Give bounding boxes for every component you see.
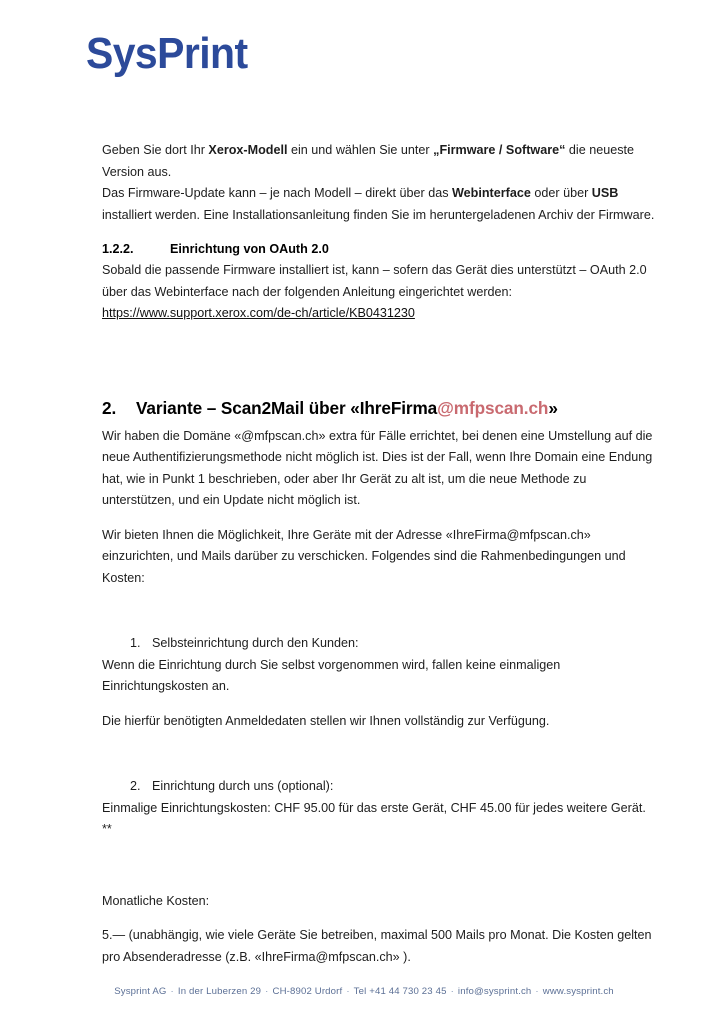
option-1-heading [102, 633, 658, 655]
spacer [102, 226, 658, 239]
intro-p2-bold-usb: USB [591, 186, 619, 200]
spacer [102, 325, 658, 383]
document-body [102, 140, 658, 968]
page-footer [0, 960, 728, 1024]
section-heading-variante-2 [102, 396, 658, 420]
spacer [102, 383, 658, 396]
monthly-costs-label: Monatliche Kosten: [102, 893, 210, 908]
subsection-body: Sobald die passende Firmware installiert ist, kann – sofern das Gerät dies unterstützt – OAuth 2.0 über das Webinterface nach der folgenden Anleitung eingerichtet werden: [102, 263, 647, 299]
footer-website[interactable]: www.sysprint.ch [542, 986, 614, 997]
footer-separator-3: · [346, 986, 350, 997]
spacer [102, 512, 658, 525]
footer-email[interactable]: info@sysprint.ch [457, 986, 532, 997]
section-title-accent-domain: @mfpscan.ch [437, 397, 549, 418]
section-number: 2. [102, 397, 117, 418]
spacer [102, 698, 658, 711]
option-2-title: Einrichtung durch uns (optional): [152, 779, 334, 793]
intro-paragraph-1 [102, 140, 658, 183]
intro-p1-text-3: die neueste Version aus. [102, 143, 635, 179]
option-2-body: Einmalige Einrichtungskosten: CHF 95.00 für das erste Gerät, CHF 45.00 für jedes weitere Gerät. ** [102, 800, 646, 836]
option-1-body: Wenn die Einrichtung durch Sie selbst vorgenommen wird, fallen keine einmaligen Einrichtungskosten an. [102, 657, 561, 693]
intro-p2-bold-webinterface: Webinterface [452, 186, 531, 200]
page-header [0, 0, 728, 120]
option-1-note: Die hierfür benötigten Anmeldedaten stellen wir Ihnen vollständig zur Verfügung. [102, 713, 550, 728]
footer-separator-4: · [450, 986, 454, 997]
intro-p1-bold-xerox-modell: Xerox-Modell [208, 143, 288, 157]
section-title-prefix: Variante – Scan2Mail über «IhreFirma [136, 397, 438, 418]
footer-separator-2: · [265, 986, 269, 997]
intro-p1-bold-firmware-software: „Firmware / Software“ [433, 143, 566, 157]
xerox-support-link[interactable]: https://www.support.xerox.com/de-ch/article/KB0431230 [102, 306, 415, 320]
spacer [102, 732, 658, 776]
section2-paragraph-1: Wir haben die Domäne «@mfpscan.ch» extra für Fälle errichtet, bei denen eine Umstellung auf die neue Authentifizierungsmethode nicht möglich ist. Dies ist der Fall, wenn Ihre Domain eine Endung hat, wie in Punkt 1 beschrieben, oder aber Ihr Gerät zu alt ist, um die neue Methode zu unterstützen, und ein Update nicht möglich ist. [102, 428, 653, 507]
monthly-costs-body: 5.— (unabhängig, wie viele Geräte Sie betreiben, maximal 500 Mails pro Monat. Die Kosten gelten pro Absenderadresse (z.B. «IhreFirma@mfpscan.ch» ). [102, 928, 652, 964]
subsection-heading-1-2-2 [102, 239, 658, 260]
option-2-number: 2. [130, 779, 141, 793]
section-title-suffix: » [548, 397, 558, 418]
spacer [102, 841, 658, 885]
footer-separator-5: · [535, 986, 539, 997]
footer-separator-1: · [170, 986, 174, 997]
intro-p1-text-2: ein und wählen Sie unter [287, 143, 434, 157]
subsection-number: 1.2.2. [102, 242, 134, 256]
option-1-title: Selbsteinrichtung durch den Kunden: [152, 636, 359, 650]
section2-paragraph-2: Wir bieten Ihnen die Möglichkeit, Ihre Geräte mit der Adresse «IhreFirma@mfpscan.ch» einzurichten, und Mails darüber zu verschicken. Folgendes sind die Rahmenbedingungen und Kosten: [102, 527, 626, 585]
intro-p1-text-1: Geben Sie dort Ihr [102, 143, 209, 157]
intro-paragraph-2 [102, 183, 658, 226]
footer-street: In der Luberzen 29 [177, 986, 262, 997]
intro-p2-text-1: Das Firmware-Update kann – je nach Modell – direkt über das [102, 186, 452, 200]
intro-p2-text-2: oder über [530, 186, 592, 200]
spacer [102, 912, 658, 925]
option-1-number: 1. [130, 636, 141, 650]
footer-company: Sysprint AG [114, 986, 167, 997]
footer-phone: Tel +41 44 730 23 45 [353, 986, 447, 997]
footer-city: CH-8902 Urdorf [272, 986, 343, 997]
sysprint-logo: SysPrint [86, 29, 248, 78]
subsection-title: Einrichtung von OAuth 2.0 [170, 242, 329, 256]
footer-contact-line [0, 986, 728, 997]
option-2-heading [102, 776, 658, 798]
spacer [102, 589, 658, 633]
intro-p2-text-3: installiert werden. Eine Installationsanleitung finden Sie im heruntergeladenen Archiv der Firmware. [102, 207, 655, 222]
